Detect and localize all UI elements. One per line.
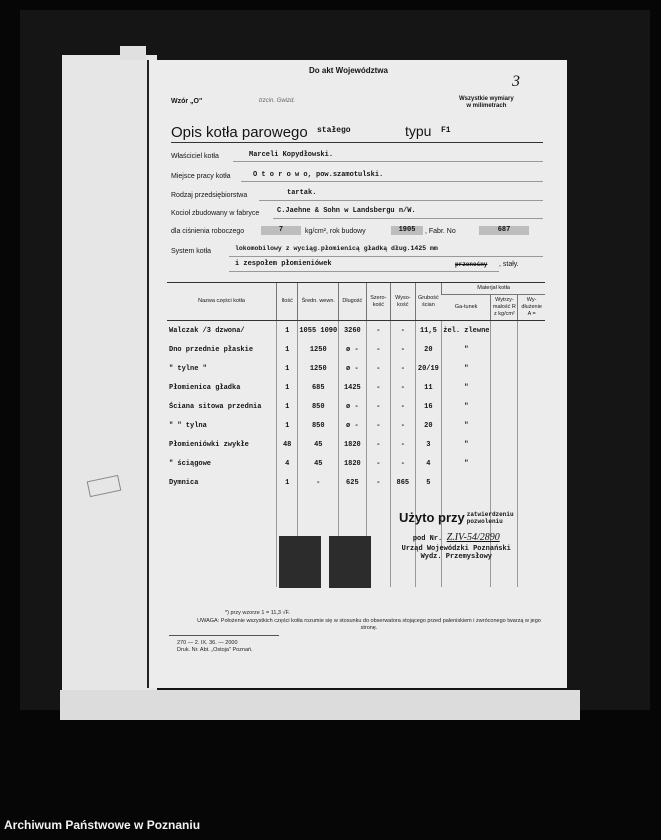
- cell-ilosc: 48: [277, 435, 298, 454]
- stamp-approval-1: zatwierdzeniu: [466, 510, 514, 518]
- underlying-sheet-bottom: [60, 690, 580, 720]
- factory-number-value: 687: [479, 226, 529, 235]
- cell-empty: [167, 511, 277, 530]
- cell-gat: ": [442, 397, 491, 416]
- cell-empty: [298, 511, 339, 530]
- dimensions-note-line1: Wszystkie wymiary: [459, 96, 514, 102]
- cell-empty: [518, 568, 545, 587]
- cell-sred: 685: [298, 378, 339, 397]
- cell-name: Walczak /3 dzwona/: [169, 326, 245, 335]
- cell-dlug: ø -: [339, 416, 366, 435]
- pressure-label: dla ciśnienia roboczego: [171, 228, 245, 235]
- cell-name: " ściągowe: [169, 459, 212, 468]
- cell-gat: ": [442, 340, 491, 359]
- table-row: [167, 473, 545, 492]
- factory-value: C.Jaehne & Sohn w Landsbergu n/W.: [277, 207, 416, 215]
- cell-empty: [167, 530, 277, 549]
- cell-wys: -: [391, 378, 415, 397]
- cell-empty: [518, 359, 545, 378]
- factory-label: Kocioł zbudowany w fabryce: [171, 210, 260, 217]
- cell-ilosc: 1: [277, 340, 298, 359]
- table-row: [167, 397, 545, 416]
- business-type-line: [259, 200, 543, 201]
- cell-wys: 865: [391, 473, 415, 492]
- cell-ilosc: 4: [277, 454, 298, 473]
- cell-wys: -: [391, 359, 415, 378]
- cell-name: " " tylna: [169, 421, 207, 430]
- system-stale: , stały.: [499, 261, 519, 268]
- type-value: F1: [441, 126, 451, 135]
- system-line: [229, 256, 543, 257]
- cell-empty: [167, 549, 277, 568]
- cell-empty: [518, 416, 545, 435]
- cell-empty: [518, 454, 545, 473]
- dimensions-note-line2: w milimetrach: [466, 103, 507, 109]
- cell-szer: -: [366, 340, 391, 359]
- cell-empty: [491, 321, 518, 341]
- cell-name: Ściana sitowa przednia: [169, 402, 262, 411]
- location-label: Miejsce pracy kotła: [171, 173, 231, 180]
- cell-sred: 850: [298, 416, 339, 435]
- cell-empty: [391, 492, 415, 511]
- dimensions-note: [459, 96, 514, 110]
- cell-szer: -: [366, 397, 391, 416]
- pressure-unit: kg/cm², rok budowy: [305, 228, 366, 235]
- print-rule: [169, 635, 279, 636]
- col-sred: Średn. wewn.: [298, 283, 339, 321]
- stamp-number-label: pod Nr.: [412, 535, 443, 543]
- system-crossed: przenośny: [455, 261, 488, 268]
- cell-grub: 4: [415, 454, 442, 473]
- cell-gat: ": [442, 416, 491, 435]
- cell-wys: -: [391, 340, 415, 359]
- col-grub: Grubość ścian: [415, 283, 442, 321]
- cell-ilosc: 1: [277, 473, 298, 492]
- owner-value: Marceli Kopydłowski.: [249, 151, 334, 159]
- cell-grub: 3: [415, 435, 442, 454]
- col-dlug: Długość: [339, 283, 366, 321]
- cell-dlug: 625: [339, 473, 366, 492]
- stamp-number-row: [399, 527, 514, 545]
- cell-empty: [442, 492, 491, 511]
- table-row: [167, 359, 545, 378]
- stamp-used-label: Użyto przy: [399, 510, 465, 525]
- cell-sred: 1250: [298, 359, 339, 378]
- table-row: [167, 340, 545, 359]
- cell-empty: [491, 473, 518, 492]
- seal-left: [279, 536, 321, 588]
- cell-dlug: 1820: [339, 435, 366, 454]
- cell-empty: [339, 511, 366, 530]
- cell-empty: [491, 492, 518, 511]
- cell-grub: 11: [415, 378, 442, 397]
- form-title: Opis kotła parowego: [171, 124, 308, 141]
- col-wydluzenie: Wy-dłużenie A =: [518, 295, 545, 321]
- form-template-label: Wzór „O": [171, 98, 203, 105]
- system-line-2: [229, 271, 499, 272]
- cell-empty: [167, 492, 277, 511]
- cell-empty: [518, 397, 545, 416]
- cell-gat: ": [442, 359, 491, 378]
- cell-empty: [518, 511, 545, 530]
- cell-sred: 45: [298, 435, 339, 454]
- cell-empty: [491, 397, 518, 416]
- cell-dlug: ø -: [339, 340, 366, 359]
- page-number: 3: [512, 73, 520, 90]
- stamp-head-row: [399, 510, 514, 525]
- cell-empty: [491, 416, 518, 435]
- col-wytrzymalosc: Wytrzy-małość R z kg/cm²: [491, 295, 518, 321]
- cell-sred: -: [298, 473, 339, 492]
- underlying-sheet: [62, 55, 157, 695]
- sheet-tab: [120, 46, 146, 60]
- cell-dlug: ø -: [339, 397, 366, 416]
- cell-szer: -: [366, 454, 391, 473]
- cell-ilosc: 1: [277, 397, 298, 416]
- col-gatunek: Ga-tunek: [442, 295, 491, 321]
- cell-dlug: ø -: [339, 359, 366, 378]
- cell-empty: [391, 568, 415, 587]
- table-row: [167, 378, 545, 397]
- system-label: System kotła: [171, 248, 212, 255]
- stamp-approval: [467, 511, 514, 525]
- type-label: typu: [405, 123, 432, 139]
- table-row: [167, 435, 545, 454]
- cell-wys: -: [391, 435, 415, 454]
- cell-empty: [277, 492, 298, 511]
- cell-grub: 11,5: [415, 321, 442, 341]
- pressure-value: 7: [261, 226, 301, 235]
- col-szer: Szero-kość: [366, 283, 391, 321]
- print-info-1: 270 — 2. IX. 36. — 2000: [177, 640, 238, 646]
- cell-empty: [491, 359, 518, 378]
- cell-empty: [518, 473, 545, 492]
- cell-empty: [518, 378, 545, 397]
- cell-wys: -: [391, 454, 415, 473]
- cell-wys: -: [391, 416, 415, 435]
- cell-szer: -: [366, 359, 391, 378]
- cell-empty: [491, 340, 518, 359]
- cell-dlug: 1820: [339, 454, 366, 473]
- cell-sred: 45: [298, 454, 339, 473]
- cell-grub: 20: [415, 340, 442, 359]
- factory-number-label: , Fabr. No: [425, 228, 456, 235]
- table-row: [167, 321, 545, 341]
- cell-name: Dymnica: [169, 478, 199, 487]
- cell-dlug: 3260: [339, 321, 366, 341]
- cell-empty: [491, 568, 518, 587]
- cell-ilosc: 1: [277, 321, 298, 341]
- cell-gat: żel. zlewne: [442, 321, 491, 341]
- cell-gat: ": [442, 435, 491, 454]
- cell-szer: -: [366, 416, 391, 435]
- cell-name: Dno przednie płaskie: [169, 345, 254, 354]
- cell-empty: [518, 435, 545, 454]
- cell-empty: [518, 530, 545, 549]
- col-name: Nazwa części kotła: [167, 283, 277, 321]
- stamp-office: Urząd Wojewódzki Poznański: [401, 545, 511, 553]
- col-wys: Wyso-kość: [391, 283, 415, 321]
- cell-empty: [442, 568, 491, 587]
- cell-grub: 16: [415, 397, 442, 416]
- cell-ilosc: 1: [277, 416, 298, 435]
- cell-gat: [442, 473, 491, 492]
- handwritten-note: trzcin. Gwizd.: [259, 98, 296, 104]
- col-material: Materjał kotła: [442, 283, 545, 295]
- cell-empty: [491, 378, 518, 397]
- print-info-2: Druk. Nr. Abt. „Ostoja" Poznań.: [177, 647, 253, 653]
- cell-ilosc: 1: [277, 378, 298, 397]
- owner-line: [233, 161, 543, 162]
- boiler-form-page: [147, 60, 567, 688]
- business-type-value: tartak.: [287, 189, 317, 197]
- cell-empty: [366, 492, 391, 511]
- cell-sred: 850: [298, 397, 339, 416]
- factory-line: [273, 218, 543, 219]
- system-value-1: lokomobilowy z wyciąg.płomienicą gładką dług.1425 mm: [235, 245, 438, 252]
- cell-grub: 5: [415, 473, 442, 492]
- cell-name: Płomienica gładka: [169, 383, 241, 392]
- location-line: [241, 181, 543, 182]
- cell-szer: -: [366, 473, 391, 492]
- cell-empty: [167, 568, 277, 587]
- cell-empty: [366, 511, 391, 530]
- cell-sred: 1250: [298, 340, 339, 359]
- footnote: *) przy wzorze 1 = 11,3 √F.: [225, 610, 290, 616]
- cell-empty: [491, 435, 518, 454]
- seal-right: [329, 536, 371, 588]
- cell-empty: [415, 492, 442, 511]
- do-akt-header: Do akt Województwa: [309, 66, 388, 75]
- cell-wys: -: [391, 397, 415, 416]
- owner-label: Właściciel kotła: [171, 153, 219, 160]
- archive-watermark: Archiwum Państwowe w Poznaniu: [4, 818, 201, 832]
- form-title-kind: stałego: [317, 126, 351, 135]
- cell-ilosc: 1: [277, 359, 298, 378]
- col-ilosc: Ilość: [277, 283, 298, 321]
- cell-szer: -: [366, 435, 391, 454]
- cell-grub: 20/19: [415, 359, 442, 378]
- cell-empty: [339, 492, 366, 511]
- cell-szer: -: [366, 321, 391, 341]
- system-value-2: i zespołem płomieniówek: [235, 260, 332, 268]
- table-row: [167, 454, 545, 473]
- stamp-department: Wydz. Przemysłowy: [420, 553, 492, 561]
- location-value: O t o r o w o, pow.szamotulski.: [253, 171, 384, 179]
- cell-sred: 1055 1090: [298, 321, 339, 341]
- year-value: 1905: [391, 226, 423, 235]
- approval-stamp: [399, 510, 514, 561]
- cell-empty: [298, 492, 339, 511]
- cell-empty: [277, 511, 298, 530]
- stamp-number-value: Z.IV-54/2890: [446, 532, 500, 543]
- cell-empty: [518, 492, 545, 511]
- cell-name: Płomieniówki zwykłe: [169, 440, 249, 449]
- warning-note: UWAGA: Położenie wszystkich części kotła rozumie się w stosunku do obserwatora stojącego przed paleniskiem i zwróconego twarzą w jego stronę.: [197, 618, 541, 631]
- title-rule: [171, 142, 543, 143]
- cell-empty: [491, 454, 518, 473]
- cell-wys: -: [391, 321, 415, 341]
- cell-dlug: 1425: [339, 378, 366, 397]
- table-row-empty: [167, 492, 545, 511]
- cell-grub: 20: [415, 416, 442, 435]
- cell-gat: ": [442, 378, 491, 397]
- cell-empty: [518, 549, 545, 568]
- cell-empty: [518, 340, 545, 359]
- business-type-label: Rodzaj przedsiębiorstwa: [171, 192, 248, 199]
- cell-gat: ": [442, 454, 491, 473]
- stamp-approval-2: pozwoleniu: [466, 517, 503, 525]
- table-row: [167, 416, 545, 435]
- cell-empty: [415, 568, 442, 587]
- cell-szer: -: [366, 378, 391, 397]
- cell-empty: [518, 321, 545, 341]
- cell-name: " tylne ": [169, 364, 207, 373]
